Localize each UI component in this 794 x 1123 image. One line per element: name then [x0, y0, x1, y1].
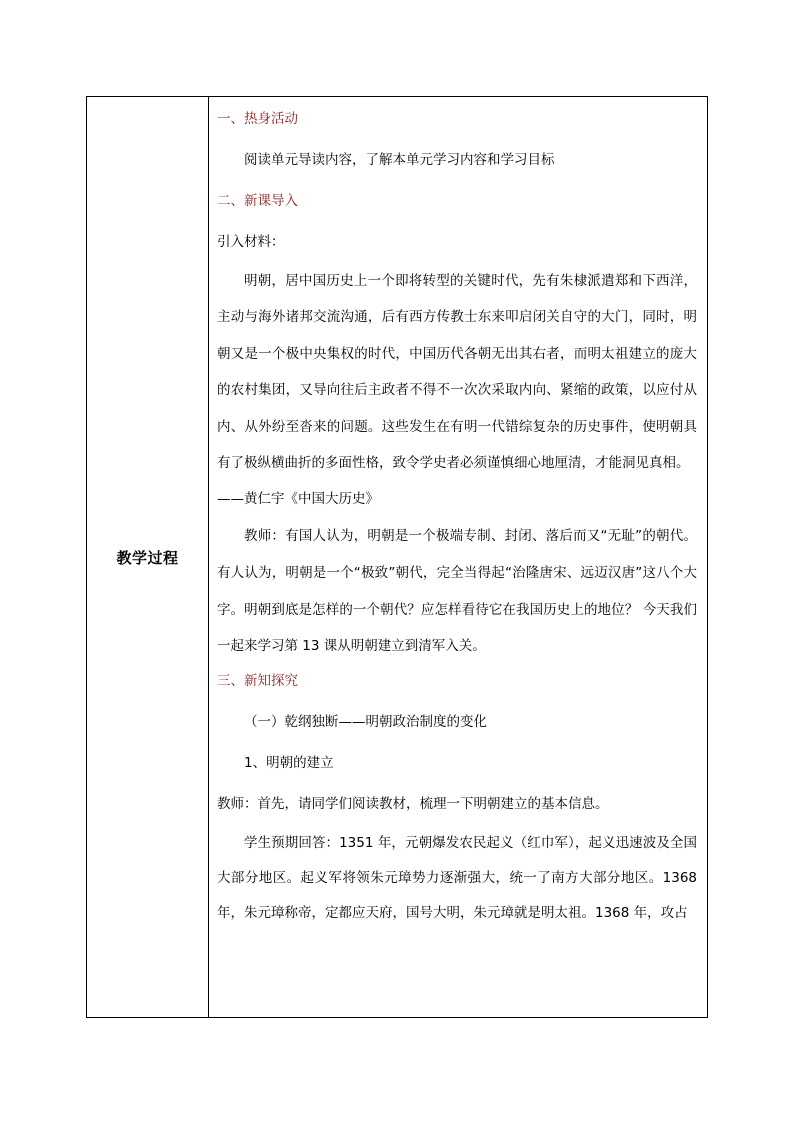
teacher-question-paragraph: 教师：首先，请同学们阅读教材，梳理一下明朝建立的基本信息。: [217, 795, 609, 812]
teacher-intro-paragraph: 教师：有国人认为，明朝是一个极端专制、封闭、落后而又“无耻”的朝代。有人认为，明朝是一个“极致”朝代，完全当得起“治隆唐宋、远迈汉唐”这八个大字。明朝到底是怎样的一个朝代？应怎样看待它在我国历史上的地位？ 今天我们一起来学习第 13 课从明朝建立到清军入关。: [217, 528, 697, 655]
material-paragraph: 明朝，居中国历史上一个即将转型的关键时代，先有朱棣派遣郑和下西洋，主动与海外诸邦交流沟通，后有西方传教士东来叩启闭关自守的大门，同时，明朝又是一个极中央集权的时代，中国历代各朝无出其右者，而明太祖建立的庞大的农村集团，又导向往后主政者不得不一次次采取内向、紧缩的政策，以应付从内、从外纷至沓来的问题。这些发生在有明一代错综复杂的历史事件，使明朝具有了极纵横曲折的多面性格，致令学史者必须谨慎细心地厘清，才能洞见真相。: [217, 273, 697, 472]
student-answer-paragraph: 学生预期回答：1351 年，元朝爆发农民起义（红巾军），起义迅速波及全国大部分地区。起义军将领朱元璋势力逐渐强大，统一了南方大部分地区。1368 年，朱元璋称帝，定都应天府，国号大明，朱元璋就是明太祖。1368 年，攻占: [217, 834, 697, 921]
section-heading-warmup: 一、热身活动: [217, 111, 298, 127]
material-citation: ——黄仁宇《中国大历史》: [217, 491, 379, 508]
warmup-paragraph: 阅读单元导读内容，了解本单元学习内容和学习目标: [244, 152, 555, 168]
content-cell: [209, 97, 707, 1017]
subsection-heading-1: （一）乾纲独断——明朝政治制度的变化: [244, 713, 487, 730]
lesson-table: [86, 96, 708, 1018]
section-heading-explore: 三、新知探究: [217, 672, 298, 689]
row-label-cell: [87, 97, 209, 1017]
material-label: 引入材料：: [217, 234, 285, 250]
section-heading-intro: 二、新课导入: [217, 193, 298, 209]
topic-heading-1: 1、明朝的建立: [244, 754, 334, 771]
row-label: 教学过程: [116, 548, 179, 567]
